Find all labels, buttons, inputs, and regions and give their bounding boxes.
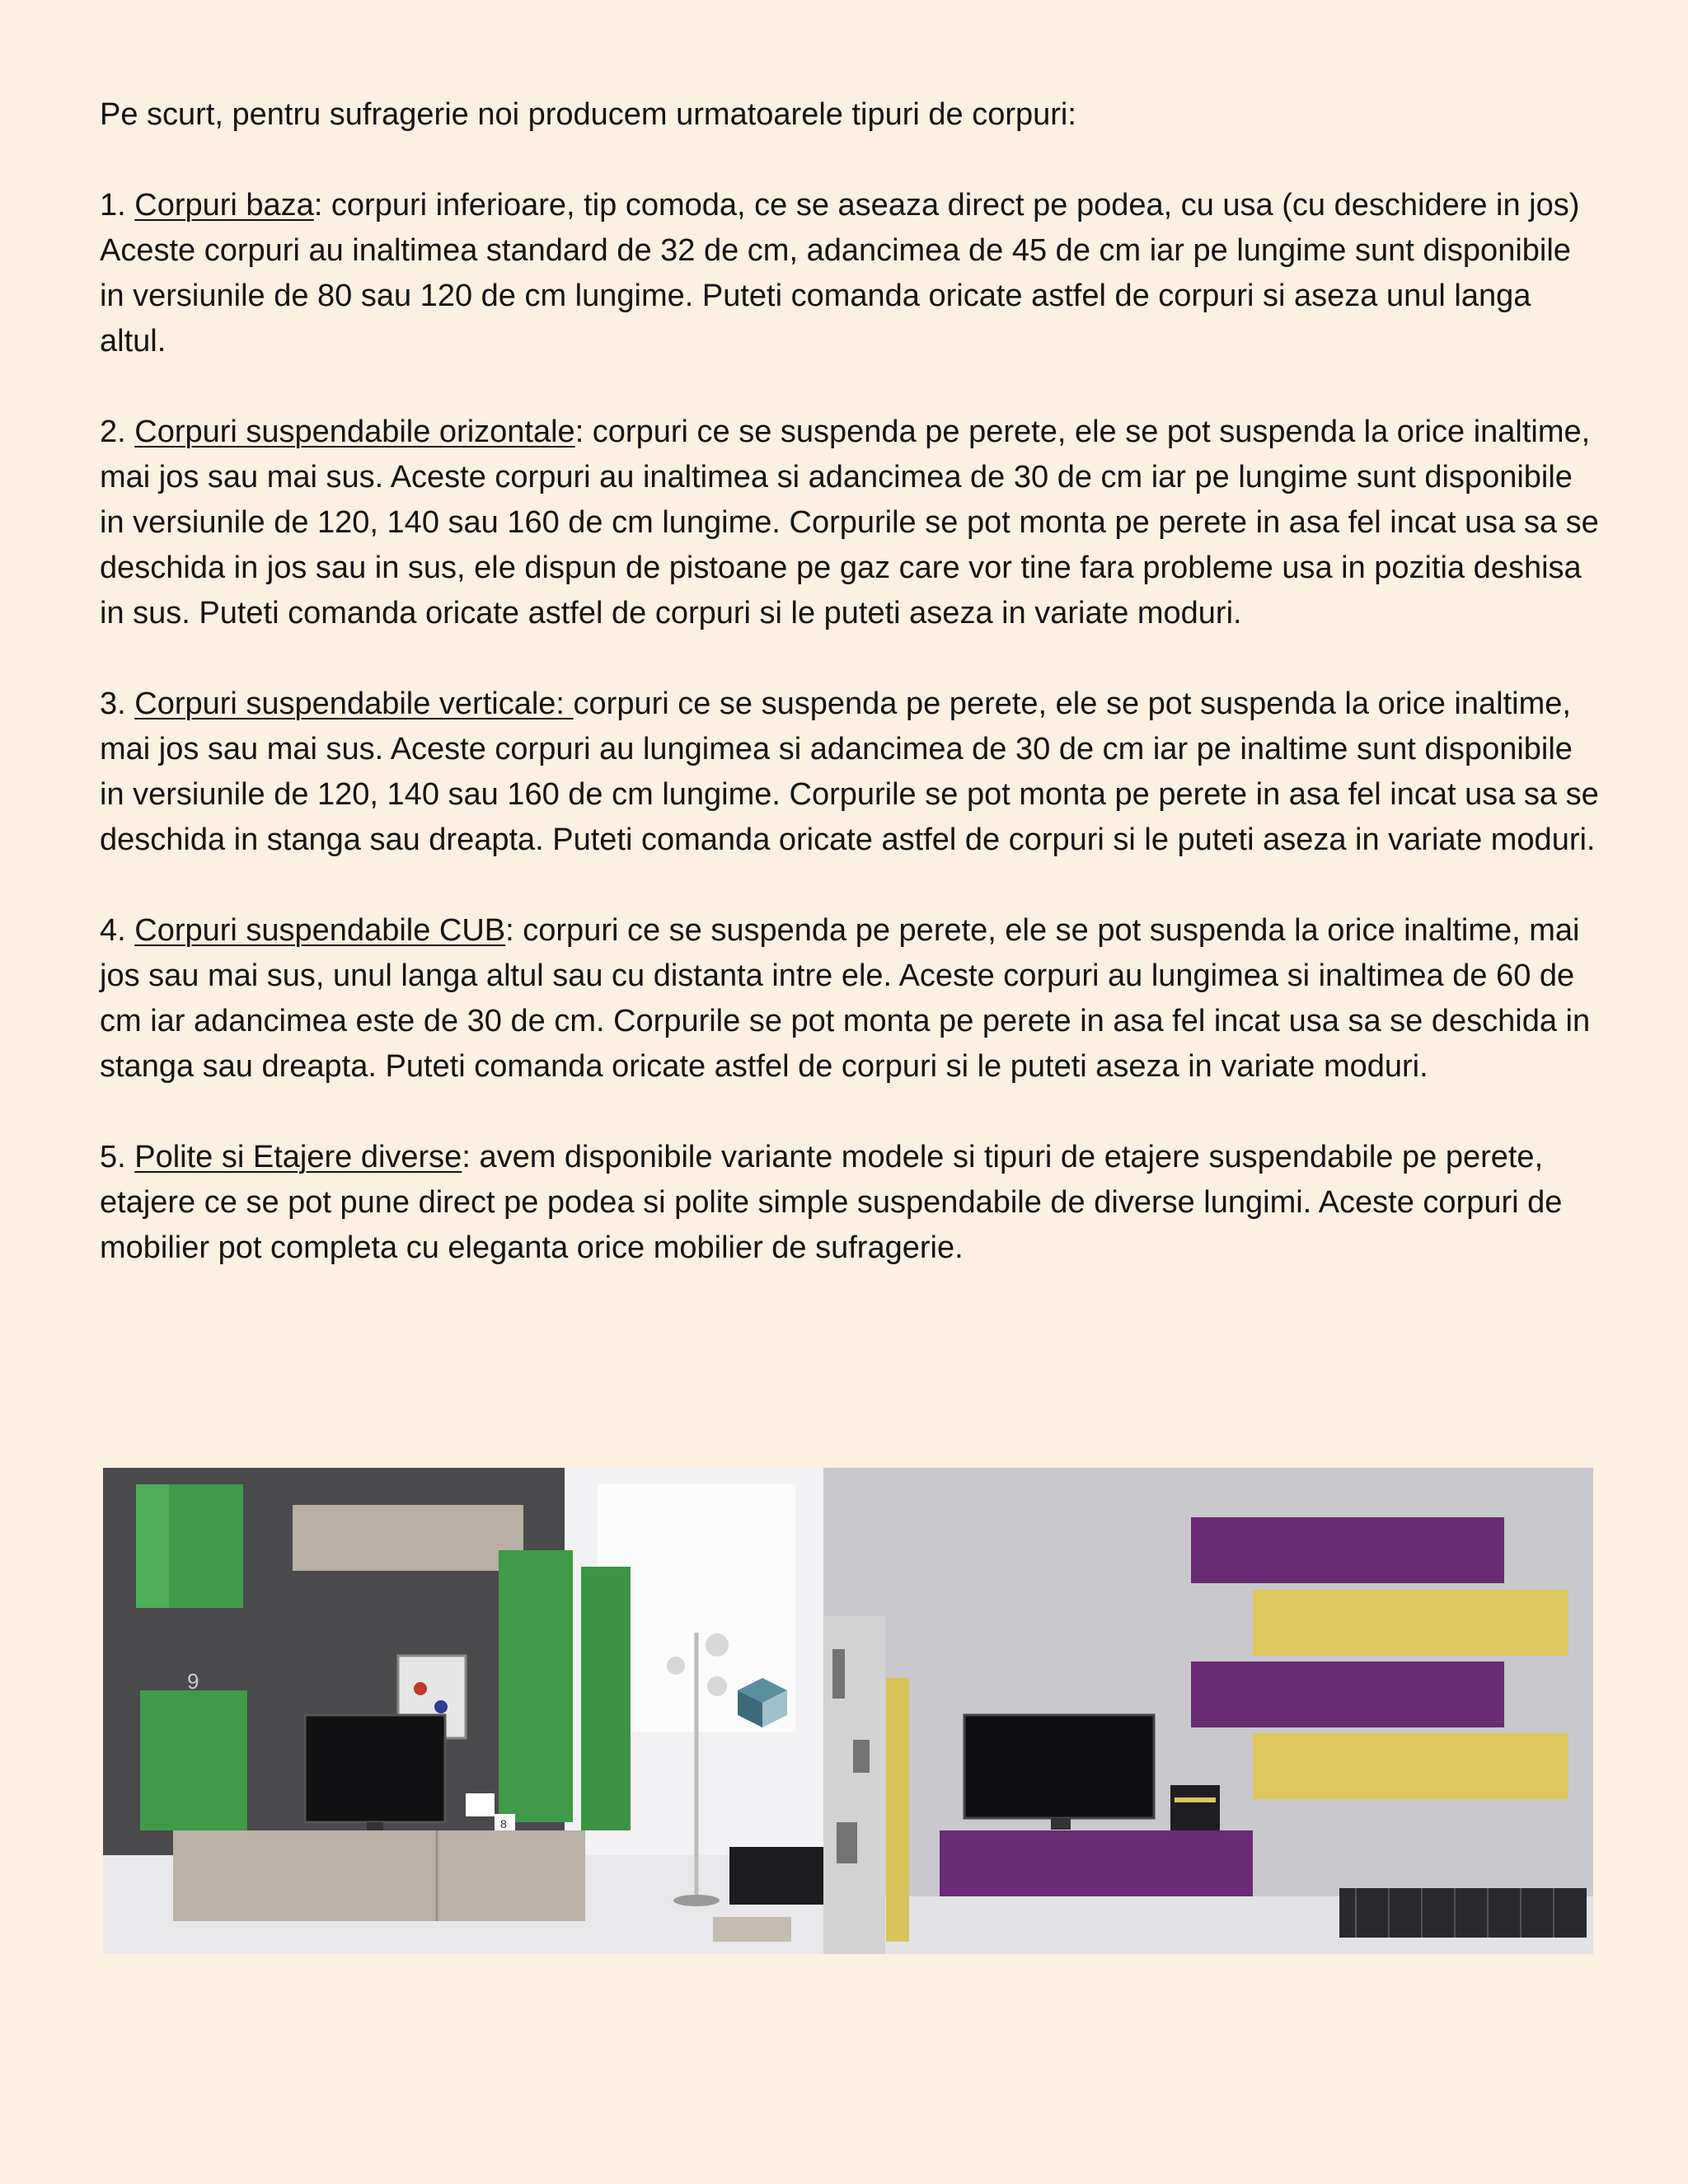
list-item-number: 1. xyxy=(100,188,135,223)
purple-base-cabinet xyxy=(940,1830,1253,1896)
right-scene xyxy=(823,1468,1593,1954)
lamp-globe xyxy=(706,1633,729,1657)
list-item-corpuri-baza xyxy=(100,183,1600,364)
lamp-base xyxy=(673,1895,720,1906)
list-item-number: 3. xyxy=(100,687,135,721)
lamp-globe xyxy=(707,1676,727,1696)
list-item-number: 4. xyxy=(100,913,135,948)
picture-dot xyxy=(434,1700,448,1713)
left-scene xyxy=(103,1468,823,1954)
list-item-suspendabile-cub xyxy=(100,908,1600,1090)
right-tv xyxy=(964,1715,1154,1818)
left-tv xyxy=(305,1715,445,1822)
list-item-text: : corpuri inferioare, tip comoda, ce se aseaza direct pe podea, cu usa (cu deschidere in jos) Aceste corpuri au inaltimea standard de 32 de cm, adancimea de 45 de cm iar pe lungime sunt disponibile in versiunile de 80 sau 120 de cm lungime. Puteti comanda oricate astfel de corpuri si aseza unul langa altul. xyxy=(100,188,1580,359)
list-item-text: : corpuri ce se suspenda pe perete, ele se pot suspenda la orice inaltime, mai jos sau mai sus, unul langa altul sau cu distanta intre ele. Aceste corpuri au lungimea si inaltimea de 60 de cm iar adancimea este de 30 de cm. Corpurile se pot monta pe perete in asa fel incat usa sa se deschida in stanga sau dreapta. Puteti comanda oricate astfel de corpuri si le puteti aseza in variate moduri. xyxy=(100,913,1591,1084)
picture-dot xyxy=(414,1682,427,1695)
list-item-term: Corpuri baza xyxy=(134,188,314,223)
green-vertical-cabinet-2 xyxy=(581,1567,631,1830)
list-item-term: Corpuri suspendabile CUB xyxy=(134,913,506,948)
book-stripe xyxy=(1175,1797,1216,1802)
list-item-suspendabile-verticale xyxy=(100,682,1600,863)
magazine-stack xyxy=(713,1917,791,1942)
beige-base-cabinet xyxy=(173,1830,585,1921)
list-item-term: Polite si Etajere diverse xyxy=(134,1140,462,1174)
yellow-panel xyxy=(886,1678,909,1942)
decor-box xyxy=(466,1793,495,1816)
lamp-globe xyxy=(667,1657,685,1675)
list-item-number: 5. xyxy=(100,1140,135,1174)
right-tv-stand xyxy=(1051,1818,1071,1830)
decor-digit-8: 8 xyxy=(500,1817,507,1830)
purple-horizontal-cabinet-1 xyxy=(1191,1517,1504,1583)
list-item-suspendabile-orizontale xyxy=(100,410,1600,636)
list-item-number: 2. xyxy=(100,415,135,449)
green-vertical-cabinet-1 xyxy=(499,1550,573,1822)
list-item-term: Corpuri suspendabile orizontale xyxy=(134,415,575,449)
green-cube-cabinet xyxy=(140,1690,247,1830)
living-room-furniture-photo xyxy=(103,1468,1593,1954)
birch-mark xyxy=(853,1740,870,1773)
yellow-horizontal-cabinet-1 xyxy=(1253,1590,1568,1656)
purple-horizontal-cabinet-2 xyxy=(1191,1661,1504,1727)
yellow-horizontal-cabinet-2 xyxy=(1253,1733,1568,1799)
list-item-polite-etajere xyxy=(100,1135,1600,1271)
list-item-text: : corpuri ce se suspenda pe perete, ele se pot suspenda la orice inaltime, mai jos sau mai sus. Aceste corpuri au inaltimea si adancimea de 30 de cm iar pe lungime sunt disponibile in versiunile de 120, 140 sau 160 de cm lungime. Corpurile se pot monta pe perete in asa fel incat usa sa se deschida in jos sau in sus, ele dispun de pistoane pe gaz care vor tine fara probleme usa in pozitia deshisa in sus. Puteti comanda oricate astfel de corpuri si le puteti aseza in variate moduri. xyxy=(100,415,1599,630)
black-sofa xyxy=(729,1847,823,1905)
cabinet-digit-9: 9 xyxy=(187,1669,199,1694)
birch-mark xyxy=(837,1822,857,1863)
list-item-text: : avem disponibile variante modele si tipuri de etajere suspendabile pe perete, etajere ce se pot pune direct pe podea si polite simple suspendabile de diverse lungimi. Aceste corpuri de mobilier pot completa cu eleganta orice mobilier de sufragerie. xyxy=(100,1140,1563,1265)
document-page xyxy=(100,92,1600,1271)
list-item-text: corpuri ce se suspenda pe perete, ele se pot suspenda la orice inaltime, mai jos sau mai sus. Aceste corpuri au lungimea si adancimea de 30 de cm iar pe inaltime sunt disponibile in versiunile de 120, 140 sau 160 de cm lungime. Corpurile se pot monta pe perete in asa fel incat usa sa se deschida in stanga sau dreapta. Puteti comanda oricate astfel de corpuri si le puteti aseza in variate moduri. xyxy=(100,687,1599,857)
floor-books xyxy=(1339,1888,1587,1938)
birch-mark xyxy=(832,1649,845,1699)
green-cabinet-highlight xyxy=(136,1484,169,1608)
intro-paragraph: Pe scurt, pentru sufragerie noi producem urmatoarele tipuri de corpuri: xyxy=(100,97,1076,132)
list-item-term: Corpuri suspendabile verticale: xyxy=(134,687,574,721)
book-stack xyxy=(1170,1785,1220,1830)
beige-horizontal-cabinet xyxy=(293,1505,523,1571)
photo-illustration xyxy=(103,1468,1593,1954)
